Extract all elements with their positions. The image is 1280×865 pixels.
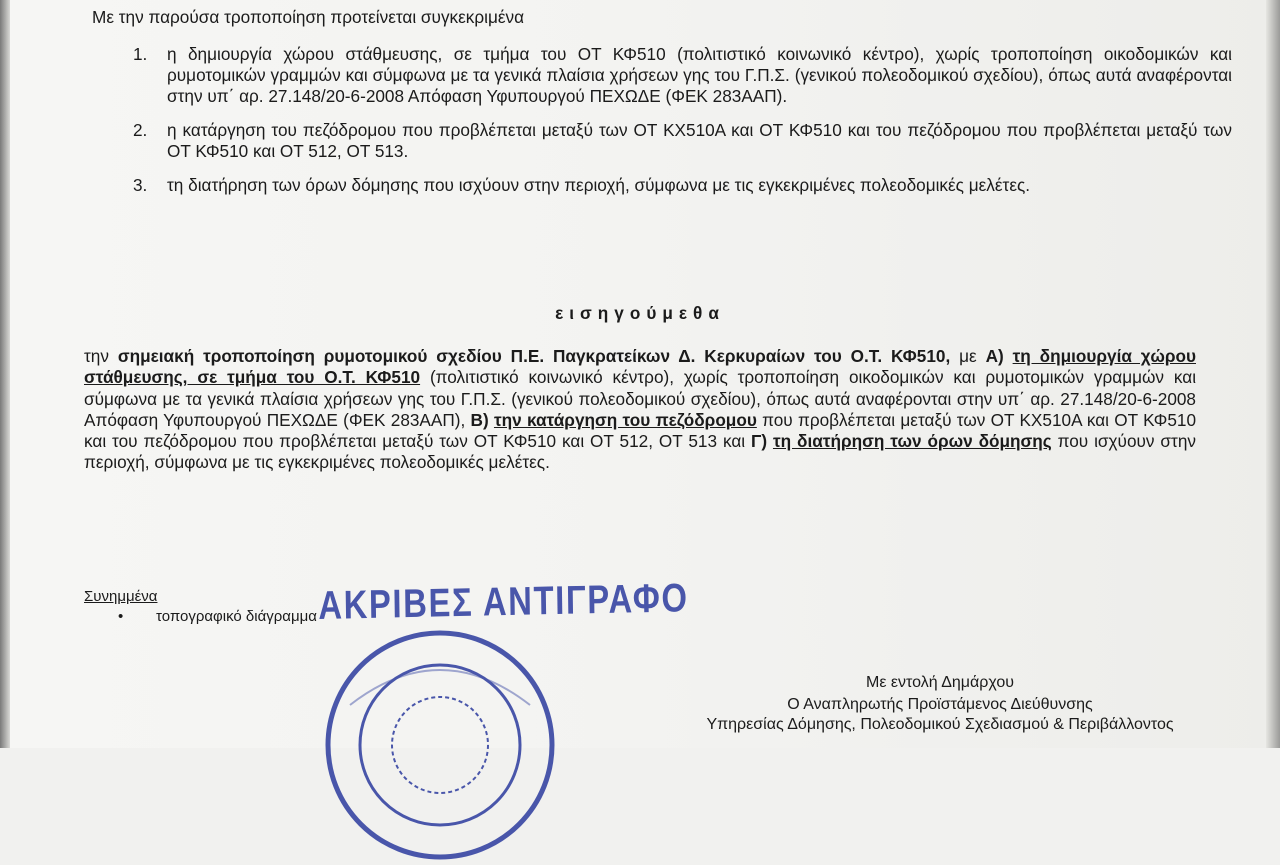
para-text: με — [950, 346, 986, 366]
certified-copy-stamp: ΑΚΡΙΒΕΣ ΑΝΤΙΓΡΑΦΟ — [318, 576, 689, 628]
list-number: 1. — [133, 44, 148, 64]
para-text: (πολιτιστικό κοινωνικό κέντρο), χωρίς τροποποίηση οικοδομικών και ρυμοτομικών γραμμών και σύμφωνα με τα γενικά πλαίσια χρήσεων γης του Γ.Π.Σ. (γενικού πολεοδομικού σχεδίου), όπως αυτά αναφέρονται στην υπ΄ αρ. 27.148/20-6-2008 Απόφαση Υφυπουργού ΠΕΧΩΔΕ (ΦΕΚ 283ΑΑΠ), — [84, 367, 1197, 430]
para-point-a: Α) — [985, 346, 1013, 366]
para-point-b: Β) — [470, 409, 494, 430]
signature-line-1: Με εντολή Δημάρχου — [866, 674, 1014, 691]
para-point-c: Γ) — [751, 431, 773, 452]
list-item — [133, 175, 1232, 196]
para-bold-subject: σημειακή τροποποίηση ρυμοτομικού σχεδίου Π.Ε. Παγκρατείκων Δ. Κερκυραίων του Ο.Τ. ΚΦ510, — [117, 346, 951, 366]
page-edge-left — [0, 0, 10, 748]
para-text: που προβλέπεται μεταξύ των ΟΤ ΚΧ510Α και ΟΤ ΚΦ510 και του πεζόδρομου που προβλέπεται μεταξύ των ΟΤ ΚΦ510 και ΟΤ 512, ΟΤ 513 και — [84, 409, 1197, 452]
para-underlined-b: την κατάργηση του πεζόδρομου — [493, 409, 757, 430]
para-text: την — [84, 346, 118, 366]
list-item-text: τη διατήρηση των όρων δόμησης που ισχύουν στην περιοχή, σύμφωνα με τις εγκεκριμένες πολεοδομικές μελέτες. — [167, 175, 1031, 195]
list-number: 2. — [133, 120, 148, 140]
list-item — [118, 608, 317, 625]
section-heading: εισηγούμεθα — [555, 303, 725, 323]
page-edge-right — [1266, 0, 1280, 748]
para-underlined-a: τη δημιουργία χώρου στάθμευσης, σε τμήμα του Ο.Τ. ΚΦ510 — [84, 346, 1196, 388]
para-text: που ισχύουν στην περιοχή, σύμφωνα με τις εγκεκριμένες πολεοδομικές μελέτες. — [84, 431, 1196, 473]
recommendation-paragraph — [84, 346, 1196, 474]
list-item — [133, 120, 1232, 162]
attachments-title: Συνημμένα — [84, 588, 158, 605]
intro-text: Με την παρούσα τροποποίηση προτείνεται συγκεκριμένα — [92, 7, 525, 27]
attachments-list — [118, 608, 317, 625]
para-underlined-c: τη διατήρηση των όρων δόμησης — [772, 431, 1052, 452]
official-seal-icon — [320, 625, 560, 865]
bullet-icon: • — [118, 608, 124, 625]
signature-line-2: Ο Αναπληρωτής Προϊστάμενος Διεύθυνσης — [787, 696, 1093, 713]
signature-line-3: Υπηρεσίας Δόμησης, Πολεοδομικού Σχεδιασμού & Περιβάλλοντος — [706, 716, 1174, 733]
attachment-label: τοπογραφικό διάγραμμα — [156, 608, 317, 625]
list-number: 3. — [133, 175, 148, 195]
list-item-text: η κατάργηση του πεζόδρομου που προβλέπεται μεταξύ των ΟΤ ΚΧ510Α και ΟΤ ΚΦ510 και του πεζόδρομου που προβλέπεται μεταξύ των ΟΤ ΚΦ510 και ΟΤ 512, ΟΤ 513. — [167, 120, 1232, 161]
proposal-list — [133, 44, 1232, 209]
list-item-text: η δημιουργία χώρου στάθμευσης, σε τμήμα του ΟΤ ΚΦ510 (πολιτιστικό κοινωνικό κέντρο), χωρίς τροποποίηση οικοδομικών και ρυμοτομικών γραμμών και σύμφωνα με τα γενικά πλαίσια χρήσεων γης του Γ.Π.Σ. (γενικού πολεοδομικού σχεδίου), όπως αυτά αναφέρονται στην υπ΄ αρ. 27.148/20-6-2008 Απόφαση Υφυπουργού ΠΕΧΩΔΕ (ΦΕΚ 283ΑΑΠ). — [167, 44, 1232, 106]
list-item — [133, 44, 1232, 107]
